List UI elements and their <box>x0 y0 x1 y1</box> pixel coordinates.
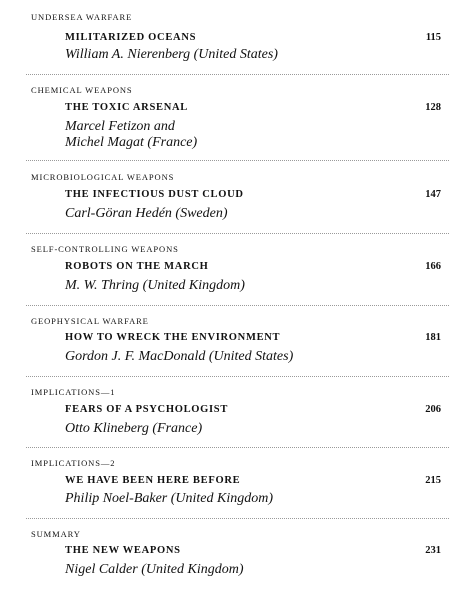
page-number: 166 <box>425 261 441 272</box>
chapter-author: William A. Nierenberg (United States) <box>65 47 278 62</box>
page-number: 231 <box>425 545 441 556</box>
chapter-author: M. W. Thring (United Kingdom) <box>65 278 245 293</box>
chapter-title: THE INFECTIOUS DUST CLOUD <box>65 189 244 200</box>
chapter-title: MILITARIZED OCEANS <box>65 32 197 43</box>
section-category: MICROBIOLOGICAL WEAPONS <box>31 172 175 182</box>
section-divider <box>26 376 449 377</box>
section-category: IMPLICATIONS—2 <box>31 458 116 468</box>
chapter-title: THE TOXIC ARSENAL <box>65 102 188 113</box>
chapter-title: ROBOTS ON THE MARCH <box>65 261 209 272</box>
section-category: CHEMICAL WEAPONS <box>31 85 133 95</box>
chapter-title: FEARS OF A PSYCHOLOGIST <box>65 404 229 415</box>
section-category: SELF-CONTROLLING WEAPONS <box>31 244 179 254</box>
section-category: GEOPHYSICAL WARFARE <box>31 316 149 326</box>
chapter-author: Otto Klineberg (France) <box>65 421 203 436</box>
chapter-author: Carl-Göran Hedén (Sweden) <box>65 206 228 221</box>
chapter-author: Nigel Calder (United Kingdom) <box>65 562 244 577</box>
chapter-author: Michel Magat (France) <box>65 135 198 150</box>
section-divider <box>26 518 449 519</box>
page-number: 215 <box>425 475 441 486</box>
section-category: SUMMARY <box>31 529 81 539</box>
section-divider <box>26 447 449 448</box>
chapter-title: THE NEW WEAPONS <box>65 545 181 556</box>
section-divider <box>26 233 449 234</box>
chapter-author: Gordon J. F. MacDonald (United States) <box>65 349 294 364</box>
page-number: 128 <box>425 102 441 113</box>
chapter-title: HOW TO WRECK THE ENVIRONMENT <box>65 332 281 343</box>
section-divider <box>26 305 449 306</box>
page-number: 115 <box>425 32 441 43</box>
page-number: 206 <box>425 404 441 415</box>
section-divider <box>26 74 449 75</box>
chapter-author: Philip Noel-Baker (United Kingdom) <box>65 491 274 506</box>
page-number: 147 <box>425 189 441 200</box>
chapter-author: Marcel Fetizon and <box>65 119 175 134</box>
section-divider <box>26 160 449 161</box>
page-number: 181 <box>425 332 441 343</box>
chapter-title: WE HAVE BEEN HERE BEFORE <box>65 475 241 486</box>
section-category: IMPLICATIONS—1 <box>31 387 116 397</box>
section-category: UNDERSEA WARFARE <box>31 12 133 22</box>
